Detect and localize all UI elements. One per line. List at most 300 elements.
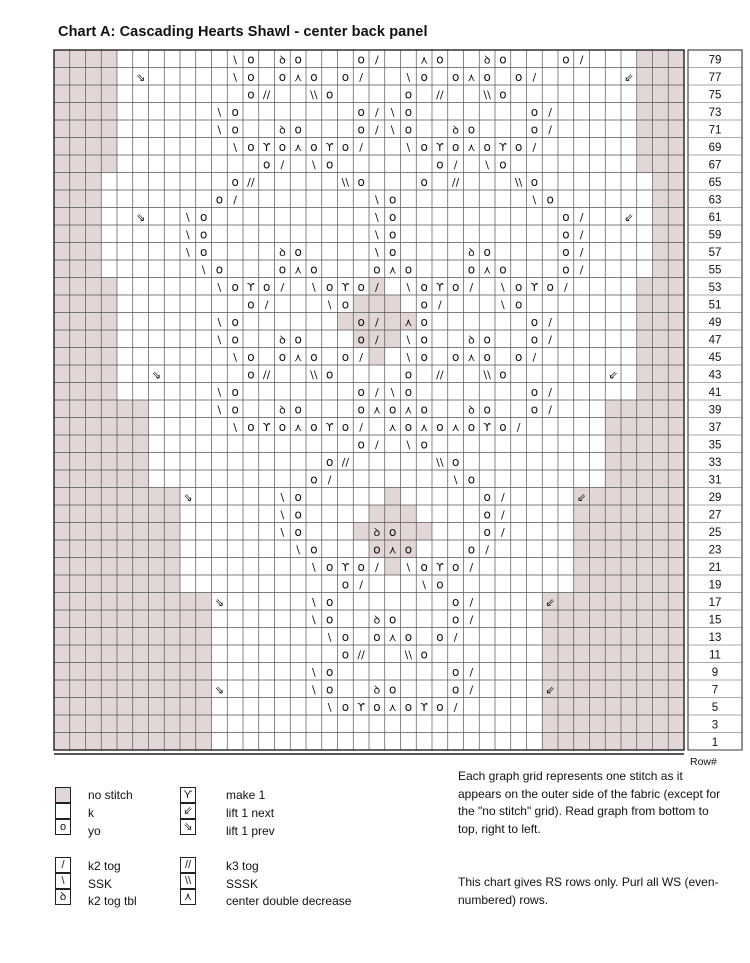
stitch-yo: o <box>451 280 460 295</box>
no-stitch-cell <box>542 593 684 611</box>
stitch-yo: o <box>404 367 413 382</box>
stitch-yo: o <box>341 297 350 312</box>
stitch-k2tog: / <box>438 298 442 312</box>
legend-label-no-stitch: no stitch <box>88 788 133 802</box>
stitch-yo: o <box>262 280 271 295</box>
stitch-ssk: \ <box>406 71 411 85</box>
stitch-k2tog: / <box>564 281 568 295</box>
stitch-l1n: ⇙ <box>545 596 555 610</box>
stitch-yo: o <box>199 245 208 260</box>
stitch-k2tog: / <box>501 526 505 540</box>
stitch-yo: o <box>310 420 318 435</box>
yo-symbol: o <box>59 821 67 833</box>
stitch-k3tog: // <box>341 456 350 470</box>
row-number: 65 <box>708 176 722 189</box>
stitch-k2tog: / <box>469 281 474 295</box>
no-stitch-cell <box>605 400 684 418</box>
legend-swatch-sssk <box>180 873 196 889</box>
stitch-yo: o <box>420 280 428 295</box>
stitch-ssk: \ <box>406 351 411 365</box>
no-stitch-cell <box>637 295 684 313</box>
stitch-ssk: \ <box>186 211 190 225</box>
legend-swatch-l1n <box>180 803 196 819</box>
no-stitch-cell <box>54 208 101 226</box>
row-number: 47 <box>708 334 722 347</box>
no-stitch-cell <box>369 348 385 366</box>
stitch-yo: o <box>420 315 428 330</box>
stitch-k2tog: / <box>375 333 379 347</box>
stitch-ssk: \ <box>217 316 222 330</box>
stitch-yo: o <box>310 140 318 155</box>
stitch-k2togtbl: ꝺ <box>468 403 475 417</box>
legend-label-k2tog: k2 tog <box>88 859 121 873</box>
stitch-k2tog: / <box>532 351 537 365</box>
no-stitch-cell <box>605 470 684 488</box>
stitch-l1n: ⇙ <box>624 71 634 85</box>
no-stitch-cell <box>542 733 684 751</box>
stitch-k2togtbl: ꝺ <box>279 123 286 137</box>
stitch-ssk: \ <box>390 386 395 400</box>
stitch-k2tog: / <box>375 281 379 295</box>
stitch-yo: o <box>436 700 444 715</box>
stitch-yo: o <box>562 52 570 67</box>
stitch-yo: o <box>215 192 224 207</box>
no-stitch-cell <box>637 68 684 86</box>
stitch-k2tog: / <box>280 158 285 172</box>
stitch-yo: o <box>278 350 287 365</box>
stitch-k2tog: / <box>532 141 537 155</box>
stitch-k2tog: / <box>453 701 458 715</box>
stitch-yo: o <box>483 507 491 522</box>
stitch-k2togtbl: ꝺ <box>279 403 286 417</box>
no-stitch-cell <box>574 505 684 523</box>
stitch-ssk: \ <box>233 421 237 435</box>
no-stitch-cell <box>542 610 684 628</box>
legend-swatch-no-stitch <box>55 787 71 803</box>
stitch-yo: o <box>388 682 397 697</box>
stitch-cdd: ⋏ <box>451 421 460 435</box>
stitch-m1: ϒ <box>262 421 271 435</box>
stitch-l1n: ⇙ <box>545 683 555 697</box>
stitch-yo: o <box>404 105 413 120</box>
stitch-yo: o <box>530 402 539 417</box>
stitch-k2tog: / <box>485 543 489 557</box>
no-stitch-cell <box>353 295 400 313</box>
stitch-k2tog: / <box>453 158 458 172</box>
legend-label-k3tog: k3 tog <box>226 859 259 873</box>
legend-swatch-yo <box>55 819 71 835</box>
no-stitch-cell <box>542 628 684 646</box>
stitch-ssk: \ <box>390 123 395 137</box>
stitch-k3tog: // <box>451 176 460 190</box>
stitch-cdd: ⋏ <box>467 351 476 365</box>
stitch-yo: o <box>357 332 365 347</box>
instructions-para-1: Each graph grid represents one stitch as it appears on the outer side of the fabric (except for the "no stitch" grid). Read graph from bottom to top, right to left. <box>458 769 721 836</box>
stitch-k2tog: / <box>359 351 363 365</box>
stitch-yo: o <box>373 542 381 557</box>
stitch-ssk: \ <box>406 333 411 347</box>
stitch-k2togtbl: ꝺ <box>452 123 459 137</box>
stitch-yo: o <box>247 140 255 155</box>
no-stitch-cell <box>574 488 684 506</box>
legend-label-k2togtbl: k2 tog tbl <box>88 894 137 908</box>
stitch-yo: o <box>247 52 255 67</box>
stitch-yo: o <box>325 612 334 627</box>
stitch-k2tog: / <box>375 386 379 400</box>
row-number: 33 <box>708 456 722 469</box>
stitch-yo: o <box>436 420 444 435</box>
no-stitch-cell <box>637 383 684 401</box>
stitch-yo: o <box>388 525 397 540</box>
stitch-ssk: \ <box>312 561 316 575</box>
stitch-ssk: \ <box>233 351 237 365</box>
legend-swatch-ssk <box>55 873 71 889</box>
stitch-yo: o <box>499 367 507 382</box>
stitch-k2tog: / <box>548 123 552 137</box>
stitch-cdd: ⋏ <box>483 263 492 277</box>
row-number: 25 <box>708 526 722 539</box>
row-number: 37 <box>708 421 722 434</box>
stitch-ssk: \ <box>280 491 285 505</box>
stitch-k2tog: / <box>548 316 552 330</box>
no-stitch-cell <box>385 488 401 506</box>
stitch-ssk: \ <box>217 106 222 120</box>
stitch-yo: o <box>499 420 507 435</box>
stitch-yo: o <box>215 262 224 277</box>
stitch-yo: o <box>562 210 570 225</box>
stitch-yo: o <box>294 52 302 67</box>
stitch-yo: o <box>341 140 350 155</box>
stitch-yo: o <box>341 647 350 662</box>
legend-swatch-k2tog <box>55 857 71 873</box>
stitch-k2tog: / <box>579 53 584 67</box>
stitch-yo: o <box>247 350 255 365</box>
stitch-yo: o <box>278 262 287 277</box>
stitch-ssk: \ <box>501 298 505 312</box>
legend-label-k: k <box>88 806 94 820</box>
no-stitch-cell <box>574 575 684 593</box>
stitch-yo: o <box>373 700 381 715</box>
stitch-yo: o <box>294 332 302 347</box>
stitch-cdd: ⋏ <box>294 421 303 435</box>
stitch-cdd: ⋏ <box>388 701 397 715</box>
legend-label-l1p: lift 1 prev <box>226 824 275 838</box>
row-number: 27 <box>708 509 722 522</box>
stitch-sssk: \\ <box>436 456 444 470</box>
stitch-ssk: \ <box>233 71 237 85</box>
stitch-sssk: \\ <box>404 648 413 662</box>
stitch-yo: o <box>294 507 302 522</box>
stitch-k2tog: / <box>548 106 552 120</box>
stitch-k2tog: / <box>548 333 552 347</box>
stitch-yo: o <box>388 612 397 627</box>
stitch-sssk: \\ <box>310 88 318 102</box>
stitch-ssk: \ <box>201 263 206 277</box>
stitch-ssk: \ <box>327 701 332 715</box>
stitch-ssk: \ <box>390 106 395 120</box>
row-number: 77 <box>708 71 722 84</box>
no-stitch-cell <box>605 418 684 436</box>
stitch-cdd: ⋏ <box>294 263 303 277</box>
stitch-yo: o <box>325 560 334 575</box>
stitch-ssk: \ <box>312 281 316 295</box>
stitch-yo: o <box>357 122 365 137</box>
stitch-cdd: ⋏ <box>420 421 429 435</box>
row-number: 53 <box>708 281 722 294</box>
stitch-k3tog: // <box>357 648 365 662</box>
no-stitch-cell <box>605 435 684 453</box>
stitch-yo: o <box>404 122 413 137</box>
no-stitch-cell <box>542 663 684 681</box>
stitch-ssk: \ <box>406 281 411 295</box>
stitch-yo: o <box>325 455 334 470</box>
stitch-k2tog: / <box>280 281 285 295</box>
stitch-cdd: ⋏ <box>372 403 381 417</box>
stitch-yo: o <box>436 157 444 172</box>
stitch-yo: o <box>404 87 413 102</box>
stitch-yo: o <box>499 262 507 277</box>
row-number: 55 <box>708 264 722 277</box>
row-number: 17 <box>708 596 722 609</box>
no-stitch-cell <box>54 243 101 261</box>
stitch-k2tog: / <box>579 211 584 225</box>
stitch-k2tog: / <box>469 613 474 627</box>
row-number: 39 <box>708 404 722 417</box>
row-number: 1 <box>711 736 719 749</box>
stitch-cdd: ⋏ <box>294 141 303 155</box>
no-stitch-cell <box>574 523 684 541</box>
stitch-l1p: ⇘ <box>151 368 161 382</box>
row-number: 9 <box>711 666 719 679</box>
row-number: 21 <box>708 561 722 574</box>
stitch-yo: o <box>247 87 255 102</box>
stitch-yo: o <box>325 665 334 680</box>
stitch-yo: o <box>325 157 334 172</box>
row-number: 57 <box>708 246 722 259</box>
no-stitch-cell <box>385 558 401 576</box>
instructions-para-2: This chart gives RS rows only. Purl all WS (even-numbered) rows. <box>458 875 719 907</box>
stitch-yo: o <box>247 420 255 435</box>
stitch-ssk: \ <box>280 526 285 540</box>
stitch-yo: o <box>499 87 507 102</box>
stitch-ssk: \ <box>375 193 379 207</box>
no-stitch-cell <box>54 260 101 278</box>
stitch-yo: o <box>388 402 397 417</box>
stitch-yo: o <box>341 630 350 645</box>
stitch-yo: o <box>499 157 507 172</box>
stitch-ssk: \ <box>375 246 379 260</box>
row-number: 3 <box>711 719 719 732</box>
stitch-k3tog: // <box>436 88 444 102</box>
stitch-ssk: \ <box>312 666 316 680</box>
stitch-yo: o <box>530 175 539 190</box>
row-header-label: Row# <box>690 756 717 768</box>
row-number: 51 <box>708 299 722 312</box>
row-number: 5 <box>711 701 719 714</box>
stitch-yo: o <box>404 700 413 715</box>
stitch-yo: o <box>483 70 491 85</box>
stitch-k3tog: // <box>436 368 444 382</box>
stitch-yo: o <box>231 105 239 120</box>
row-number: 67 <box>708 159 722 172</box>
legend-swatch-k3tog <box>180 857 196 873</box>
row-number: 23 <box>708 544 722 557</box>
stitch-yo: o <box>294 122 302 137</box>
stitch-yo: o <box>404 630 413 645</box>
stitch-m1: ϒ <box>499 141 507 155</box>
stitch-yo: o <box>420 402 428 417</box>
stitch-l1p: ⇘ <box>136 71 146 85</box>
legend-swatch-k <box>55 803 71 819</box>
stitch-yo: o <box>247 297 255 312</box>
stitch-yo: o <box>310 472 318 487</box>
stitch-yo: o <box>451 350 460 365</box>
stitch-m1: ϒ <box>436 281 444 295</box>
legend-label-sssk: SSSK <box>226 877 259 891</box>
cdd-symbol: ⋏ <box>183 891 193 903</box>
stitch-k2tog: / <box>579 246 584 260</box>
stitch-k2tog: / <box>548 403 552 417</box>
no-stitch-cell <box>637 278 684 296</box>
stitch-yo: o <box>341 700 350 715</box>
stitch-sssk: \\ <box>514 176 523 190</box>
stitch-ssk: \ <box>453 473 458 487</box>
stitch-cdd: ⋏ <box>420 53 429 67</box>
stitch-yo: o <box>530 105 539 120</box>
no-stitch-cell <box>369 505 416 523</box>
stitch-yo: o <box>451 560 460 575</box>
stitch-k2tog: / <box>375 123 379 137</box>
stitch-yo: o <box>483 245 491 260</box>
stitch-yo: o <box>325 595 334 610</box>
stitch-m1: ϒ <box>436 561 444 575</box>
stitch-ssk: \ <box>217 386 222 400</box>
stitch-cdd: ⋏ <box>294 71 303 85</box>
stitch-ssk: \ <box>406 141 411 155</box>
chart-title: Chart A: Cascading Hearts Shawl - center back panel <box>58 24 428 40</box>
stitch-m1: ϒ <box>357 701 365 715</box>
stitch-k2togtbl: ꝺ <box>373 683 381 697</box>
stitch-yo: o <box>514 297 523 312</box>
stitch-k2tog: / <box>501 508 505 522</box>
stitch-yo: o <box>404 420 413 435</box>
stitch-yo: o <box>231 280 239 295</box>
stitch-yo: o <box>451 595 460 610</box>
stitch-m1: ϒ <box>483 421 491 435</box>
row-number: 49 <box>708 316 722 329</box>
stitch-l1p: ⇘ <box>214 596 224 610</box>
no-stitch-cell <box>637 50 684 68</box>
stitch-yo: o <box>247 70 255 85</box>
stitch-cdd: ⋏ <box>404 316 413 330</box>
stitch-yo: o <box>530 122 539 137</box>
stitch-yo: o <box>357 560 365 575</box>
stitch-k2togtbl: ꝺ <box>373 613 381 627</box>
no-stitch-cell <box>574 558 684 576</box>
stitch-k2togtbl: ꝺ <box>483 53 491 67</box>
stitch-k2togtbl: ꝺ <box>468 246 475 260</box>
stitch-l1p: ⇘ <box>214 683 224 697</box>
stitch-cdd: ⋏ <box>388 421 397 435</box>
stitch-l1n: ⇙ <box>577 491 587 505</box>
row-number: 71 <box>708 124 722 137</box>
stitch-cdd: ⋏ <box>388 631 397 645</box>
stitch-yo: o <box>420 350 428 365</box>
row-number: 43 <box>708 369 722 382</box>
stitch-yo: o <box>373 262 381 277</box>
stitch-l1n: ⇙ <box>608 368 618 382</box>
stitch-ssk: \ <box>217 333 222 347</box>
row-number: 13 <box>708 631 722 644</box>
stitch-k2tog: / <box>359 141 363 155</box>
stitch-yo: o <box>420 140 428 155</box>
row-number: 19 <box>708 579 722 592</box>
stitch-yo: o <box>436 577 444 592</box>
stitch-yo: o <box>436 52 444 67</box>
row-number: 31 <box>708 474 722 487</box>
stitch-yo: o <box>325 87 334 102</box>
stitch-ssk: \ <box>406 438 411 452</box>
no-stitch-cell <box>54 225 101 243</box>
stitch-yo: o <box>231 332 239 347</box>
stitch-yo: o <box>310 70 318 85</box>
no-stitch-cell <box>637 138 684 156</box>
stitch-yo: o <box>467 542 476 557</box>
stitch-yo: o <box>404 262 413 277</box>
stitch-l1p: ⇘ <box>136 211 146 225</box>
stitch-yo: o <box>420 332 428 347</box>
no-stitch-cell <box>637 313 684 331</box>
stitch-cdd: ⋏ <box>404 403 413 417</box>
stitch-ssk: \ <box>422 578 426 592</box>
stitch-k2tog: / <box>233 193 237 207</box>
stitch-yo: o <box>357 52 365 67</box>
stitch-cdd: ⋏ <box>467 71 476 85</box>
stitch-yo: o <box>483 402 491 417</box>
legend-label-yo: yo <box>88 824 101 838</box>
stitch-yo: o <box>278 70 287 85</box>
stitch-yo: o <box>530 385 539 400</box>
stitch-k2tog: / <box>469 596 474 610</box>
stitch-ssk: \ <box>312 596 316 610</box>
no-stitch-cell <box>542 680 684 698</box>
stitch-cdd: ⋏ <box>388 543 397 557</box>
stitch-yo: o <box>483 350 491 365</box>
stitch-yo: o <box>294 490 302 505</box>
stitch-yo: o <box>388 192 397 207</box>
stitch-m1: ϒ <box>530 281 539 295</box>
no-stitch-cell <box>54 173 101 191</box>
stitch-k2tog: / <box>453 631 458 645</box>
stitch-ssk: \ <box>233 53 237 67</box>
stitch-yo: o <box>514 350 523 365</box>
stitch-yo: o <box>278 420 287 435</box>
stitch-yo: o <box>325 280 334 295</box>
stitch-yo: o <box>546 192 554 207</box>
stitch-ssk: \ <box>406 561 411 575</box>
stitch-k2tog: / <box>375 106 379 120</box>
stitch-k3tog: // <box>262 368 271 382</box>
stitch-yo: o <box>341 70 350 85</box>
stitch-yo: o <box>357 402 365 417</box>
stitch-yo: o <box>341 420 350 435</box>
row-number: 35 <box>708 439 722 452</box>
stitch-yo: o <box>341 577 350 592</box>
stitch-m1: ϒ <box>341 281 350 295</box>
stitch-yo: o <box>467 262 476 277</box>
stitch-yo: o <box>562 245 570 260</box>
stitch-k2tog: / <box>579 263 584 277</box>
